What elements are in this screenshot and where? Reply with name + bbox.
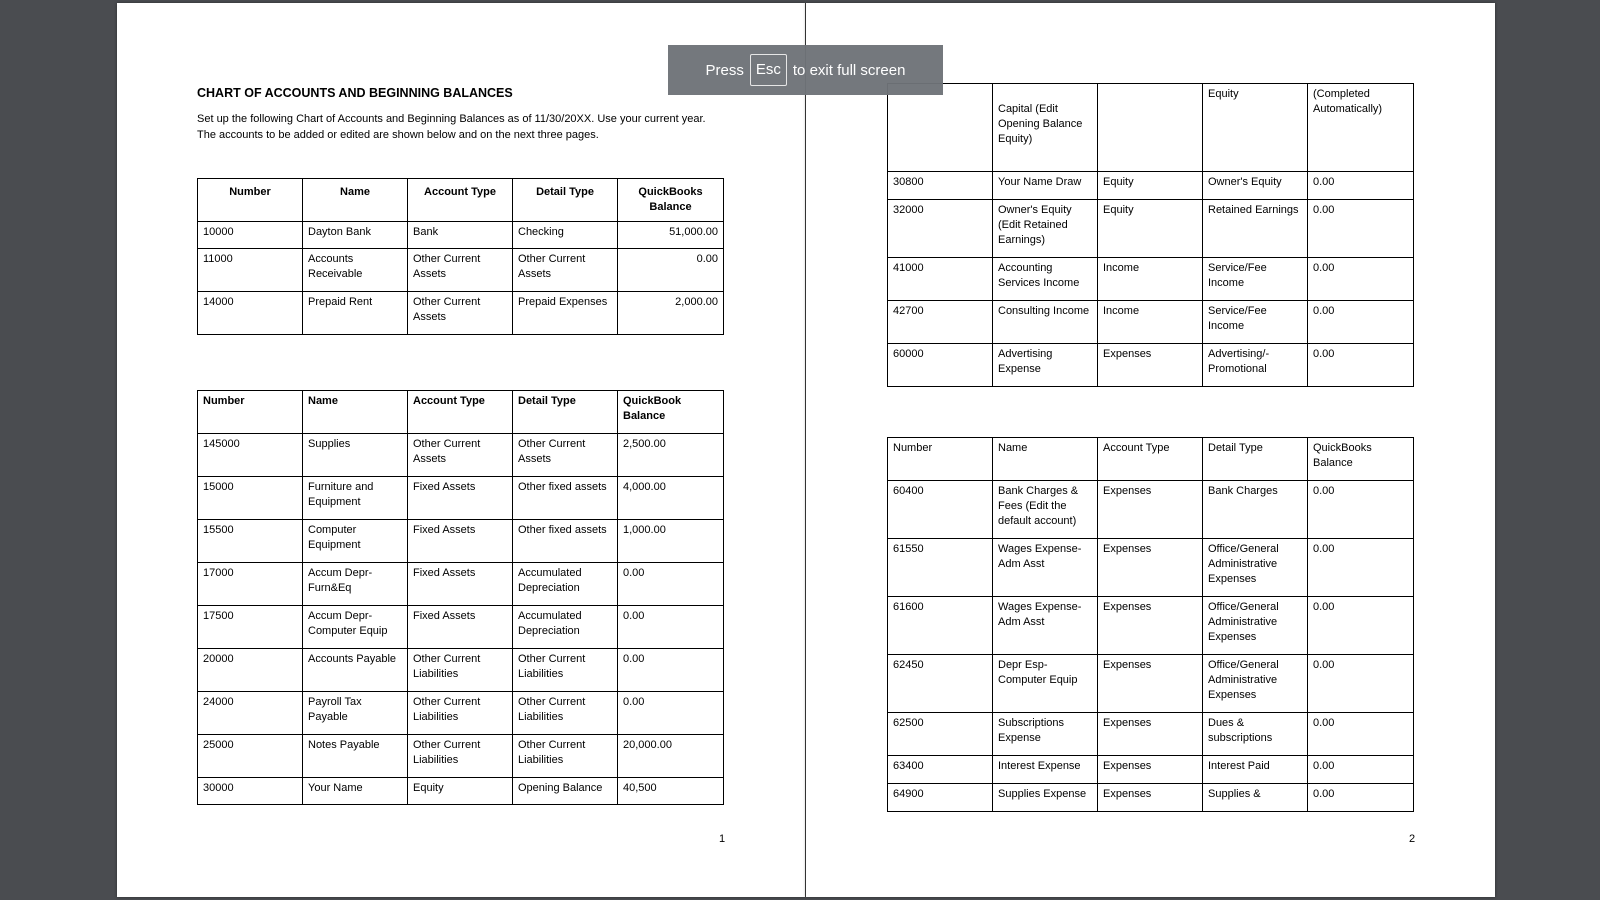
cell-balance: 0.00 <box>1308 597 1414 655</box>
cell-name: Advertising Expense <box>993 344 1098 387</box>
cell-number: 30000 <box>198 778 303 805</box>
cell-account-type: Other Current Liabilities <box>408 692 513 735</box>
cell-number: 14000 <box>198 292 303 335</box>
cell-detail-type: Other fixed assets <box>513 477 618 520</box>
column-header: Number <box>198 179 303 222</box>
cell-balance: 0.00 <box>1308 539 1414 597</box>
table-row <box>198 249 724 292</box>
column-header: Number <box>198 391 303 434</box>
cell-name: Payroll Tax Payable <box>303 692 408 735</box>
intro-line: The accounts to be added or edited are shown below and on the next three pages. <box>197 128 599 141</box>
cell-balance: 0.00 <box>1308 713 1414 756</box>
cell-balance: 2,000.00 <box>618 292 724 335</box>
cell-name: Accounts Payable <box>303 649 408 692</box>
cell-account-type: Equity <box>1098 200 1203 258</box>
cell-number: 32000 <box>888 200 993 258</box>
cell-detail-type: Service/Fee Income <box>1203 258 1308 301</box>
table-row <box>888 172 1414 200</box>
cell-balance: 0.00 <box>618 649 724 692</box>
page-number: 2 <box>1409 833 1416 845</box>
cell-account-type: Expenses <box>1098 539 1203 597</box>
cell-name: Depr Esp-Computer Equip <box>993 655 1098 713</box>
column-header: Name <box>303 179 408 222</box>
cell-number: 30800 <box>888 172 993 200</box>
cell-balance: 4,000.00 <box>618 477 724 520</box>
cell-number: 17500 <box>198 606 303 649</box>
cell-number: 62450 <box>888 655 993 713</box>
accounts-table-4 <box>887 437 1414 812</box>
cell-number: 25000 <box>198 735 303 778</box>
table-row <box>888 84 1414 172</box>
intro-text <box>197 112 737 143</box>
table-header-row <box>198 391 724 434</box>
cell-number: 11000 <box>198 249 303 292</box>
cell-number: 60400 <box>888 481 993 539</box>
cell-detail-type: Prepaid Expenses <box>513 292 618 335</box>
cell-account-type: Other Current Liabilities <box>408 649 513 692</box>
table-row <box>888 539 1414 597</box>
table-row <box>888 597 1414 655</box>
cell-detail-type: Accumulated Depreciation <box>513 563 618 606</box>
cell-detail-type: Checking <box>513 222 618 249</box>
cell-detail-type: Other Current Liabilities <box>513 735 618 778</box>
table-row <box>888 200 1414 258</box>
cell-detail-type: Office/General Administrative Expenses <box>1203 597 1308 655</box>
cell-name: Owner's Equity (Edit Retained Earnings) <box>993 200 1098 258</box>
cell-detail-type: Interest Paid <box>1203 756 1308 784</box>
cell-detail-type: Supplies & <box>1203 784 1308 812</box>
hint-suffix: to exit full screen <box>792 61 906 79</box>
cell-account-type: Bank <box>408 222 513 249</box>
table-row <box>888 301 1414 344</box>
cell-account-type: Expenses <box>1098 344 1203 387</box>
document-page-2 <box>806 3 1495 897</box>
cell-name: Wages Expense-Adm Asst <box>993 539 1098 597</box>
cell-number: 15500 <box>198 520 303 563</box>
column-header: QuickBooks Balance <box>1308 438 1414 481</box>
table-row <box>198 292 724 335</box>
fullscreen-exit-hint <box>668 45 943 95</box>
column-header: Detail Type <box>513 391 618 434</box>
cell-account-type: Fixed Assets <box>408 477 513 520</box>
cell-balance: 0.00 <box>618 249 724 292</box>
cell-number: 41000 <box>888 258 993 301</box>
cell-detail-type: Office/General Administrative Expenses <box>1203 539 1308 597</box>
cell-balance: 0.00 <box>618 606 724 649</box>
cell-number: 15000 <box>198 477 303 520</box>
cell-number: 61600 <box>888 597 993 655</box>
cell-balance: 0.00 <box>1308 655 1414 713</box>
cell-name: Notes Payable <box>303 735 408 778</box>
cell-account-type: Income <box>1098 301 1203 344</box>
cell-detail-type: Other Current Liabilities <box>513 649 618 692</box>
cell-balance: 2,500.00 <box>618 434 724 477</box>
table-row <box>888 784 1414 812</box>
cell-detail-type: Opening Balance <box>513 778 618 805</box>
cell-balance: 0.00 <box>1308 784 1414 812</box>
cell-account-type <box>1098 84 1203 172</box>
table-row <box>198 563 724 606</box>
cell-detail-type: Accumulated Depreciation <box>513 606 618 649</box>
cell-balance: 0.00 <box>1308 301 1414 344</box>
hint-prefix: Press <box>705 61 744 79</box>
table-row <box>198 520 724 563</box>
cell-name: Supplies <box>303 434 408 477</box>
cell-account-type: Expenses <box>1098 655 1203 713</box>
cell-account-type: Equity <box>1098 172 1203 200</box>
cell-account-type: Other Current Assets <box>408 249 513 292</box>
column-header: Name <box>993 438 1098 481</box>
cell-balance: 20,000.00 <box>618 735 724 778</box>
accounts-table-3 <box>887 83 1414 387</box>
column-header: Account Type <box>408 179 513 222</box>
cell-detail-type: Equity <box>1203 84 1308 172</box>
document-page-1 <box>117 3 805 897</box>
cell-account-type: Expenses <box>1098 756 1203 784</box>
table-row <box>888 713 1414 756</box>
cell-number: 10000 <box>198 222 303 249</box>
cell-balance: 0.00 <box>1308 344 1414 387</box>
table-row <box>198 222 724 249</box>
cell-balance: (Completed Automatically) <box>1308 84 1414 172</box>
table-row <box>198 778 724 805</box>
cell-number: 42700 <box>888 301 993 344</box>
table-row <box>198 606 724 649</box>
table-header-row <box>198 179 724 222</box>
accounts-table-2 <box>197 390 724 805</box>
cell-name: Interest Expense <box>993 756 1098 784</box>
cell-account-type: Other Current Assets <box>408 434 513 477</box>
cell-detail-type: Other Current Liabilities <box>513 692 618 735</box>
table-row <box>198 649 724 692</box>
cell-detail-type: Owner's Equity <box>1203 172 1308 200</box>
cell-number: 24000 <box>198 692 303 735</box>
cell-detail-type: Other Current Assets <box>513 434 618 477</box>
cell-balance: 0.00 <box>618 563 724 606</box>
cell-account-type: Other Current Liabilities <box>408 735 513 778</box>
cell-number: 60000 <box>888 344 993 387</box>
column-header: Detail Type <box>513 179 618 222</box>
cell-name: Your Name Draw <box>993 172 1098 200</box>
cell-name: Furniture and Equipment <box>303 477 408 520</box>
table-row <box>888 655 1414 713</box>
cell-detail-type: Office/General Administrative Expenses <box>1203 655 1308 713</box>
table-row <box>888 756 1414 784</box>
cell-balance: 0.00 <box>1308 756 1414 784</box>
cell-detail-type: Bank Charges <box>1203 481 1308 539</box>
page-number: 1 <box>719 833 726 845</box>
cell-name: Prepaid Rent <box>303 292 408 335</box>
cell-account-type: Expenses <box>1098 481 1203 539</box>
cell-number: 64900 <box>888 784 993 812</box>
cell-account-type: Fixed Assets <box>408 606 513 649</box>
cell-detail-type: Other Current Assets <box>513 249 618 292</box>
intro-line: Set up the following Chart of Accounts and Beginning Balances as of 11/30/20XX. Use your current year. <box>197 113 706 125</box>
column-header: Number <box>888 438 993 481</box>
cell-name: Accum Depr-Computer Equip <box>303 606 408 649</box>
column-header: Detail Type <box>1203 438 1308 481</box>
cell-name: Subscriptions Expense <box>993 713 1098 756</box>
cell-name: Capital (Edit Opening Balance Equity) <box>993 84 1098 172</box>
cell-number: 145000 <box>198 434 303 477</box>
cell-name: Dayton Bank <box>303 222 408 249</box>
cell-account-type: Fixed Assets <box>408 563 513 606</box>
cell-number: 63400 <box>888 756 993 784</box>
cell-number: 61550 <box>888 539 993 597</box>
cell-name: Computer Equipment <box>303 520 408 563</box>
table-row <box>198 434 724 477</box>
cell-balance: 0.00 <box>618 692 724 735</box>
column-header: Account Type <box>1098 438 1203 481</box>
cell-detail-type: Dues & subscriptions <box>1203 713 1308 756</box>
cell-name: Accounts Receivable <box>303 249 408 292</box>
cell-account-type: Equity <box>408 778 513 805</box>
cell-number: 17000 <box>198 563 303 606</box>
cell-account-type: Fixed Assets <box>408 520 513 563</box>
esc-key-badge: Esc <box>750 54 787 86</box>
cell-name: Wages Expense-Adm Asst <box>993 597 1098 655</box>
cell-name: Bank Charges & Fees (Edit the default account) <box>993 481 1098 539</box>
column-header: QuickBook Balance <box>618 391 724 434</box>
cell-name: Supplies Expense <box>993 784 1098 812</box>
cell-detail-type: Other fixed assets <box>513 520 618 563</box>
table-row <box>198 477 724 520</box>
cell-balance: 0.00 <box>1308 200 1414 258</box>
cell-account-type: Expenses <box>1098 597 1203 655</box>
cell-account-type: Expenses <box>1098 784 1203 812</box>
table-header-row <box>888 438 1414 481</box>
cell-balance: 0.00 <box>1308 172 1414 200</box>
cell-account-type: Income <box>1098 258 1203 301</box>
column-header: Name <box>303 391 408 434</box>
cell-number: 20000 <box>198 649 303 692</box>
table-row <box>198 735 724 778</box>
table-row <box>198 692 724 735</box>
table-row <box>888 344 1414 387</box>
cell-balance: 0.00 <box>1308 258 1414 301</box>
table-row <box>888 481 1414 539</box>
cell-balance: 0.00 <box>1308 481 1414 539</box>
cell-account-type: Other Current Assets <box>408 292 513 335</box>
cell-name: Accounting Services Income <box>993 258 1098 301</box>
cell-balance: 51,000.00 <box>618 222 724 249</box>
cell-balance: 40,500 <box>618 778 724 805</box>
cell-balance: 1,000.00 <box>618 520 724 563</box>
accounts-table-1 <box>197 178 724 335</box>
cell-detail-type: Advertising/-Promotional <box>1203 344 1308 387</box>
cell-detail-type: Service/Fee Income <box>1203 301 1308 344</box>
cell-detail-type: Retained Earnings <box>1203 200 1308 258</box>
cell-name: Consulting Income <box>993 301 1098 344</box>
cell-name: Your Name <box>303 778 408 805</box>
document-title: CHART OF ACCOUNTS AND BEGINNING BALANCES <box>197 86 513 100</box>
table-row <box>888 258 1414 301</box>
column-header: Account Type <box>408 391 513 434</box>
cell-name: Accum Depr-Furn&Eq <box>303 563 408 606</box>
column-header: QuickBooks Balance <box>618 179 724 222</box>
cell-account-type: Expenses <box>1098 713 1203 756</box>
cell-number: 62500 <box>888 713 993 756</box>
cell-number <box>888 84 993 172</box>
